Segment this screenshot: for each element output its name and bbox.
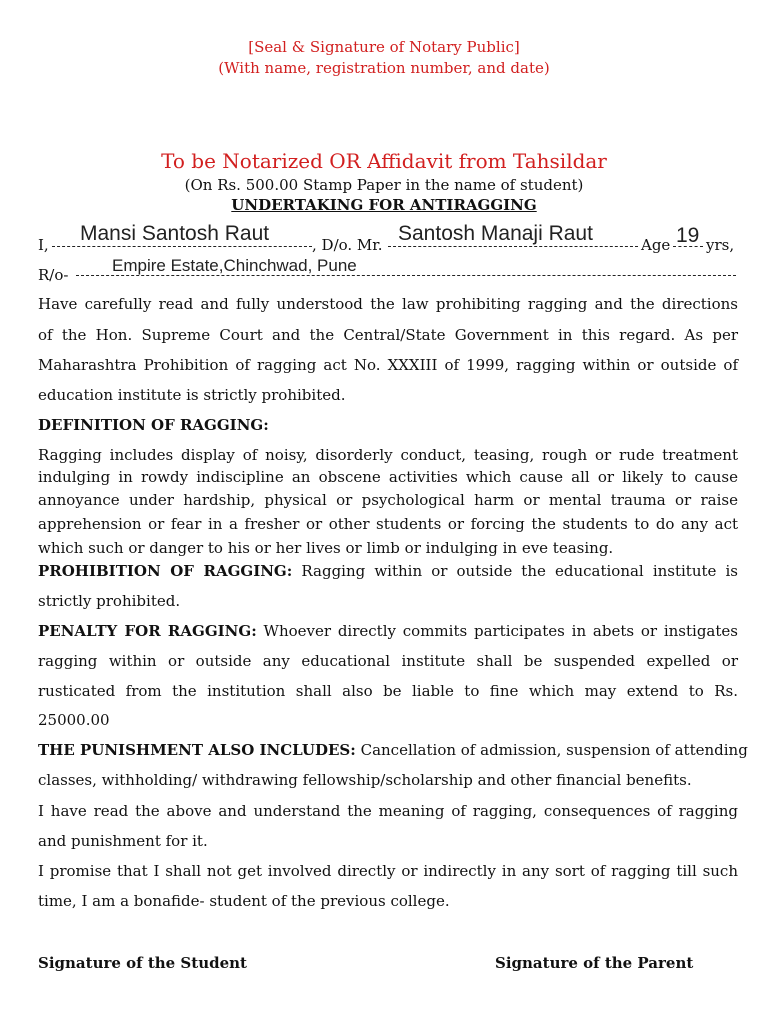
penalty-line: 25000.00 bbox=[38, 711, 110, 729]
understand-line: and punishment for it. bbox=[38, 832, 208, 850]
residence-line bbox=[76, 275, 736, 276]
penalty-line: ragging within or outside any educational institute shall be suspended expelled or bbox=[38, 652, 738, 670]
age-field[interactable]: 19 bbox=[676, 224, 700, 247]
document-subtitle: (On Rs. 500.00 Stamp Paper in the name of student) bbox=[184, 176, 584, 194]
document-title: To be Notarized OR Affidavit from Tahsildar bbox=[161, 149, 607, 173]
punishment-text: Cancellation of admission, suspension of attending bbox=[360, 741, 748, 759]
parent-name-line bbox=[388, 246, 638, 247]
penalty-text: Whoever directly commits participates in abets or instigates bbox=[263, 622, 738, 640]
ro-label: R/o- bbox=[38, 266, 69, 284]
parent-signature-label: Signature of the Parent bbox=[495, 954, 694, 972]
penalty-line: rusticated from the institution shall also be liable to fine which may extend to Rs. bbox=[38, 682, 738, 700]
prohibition-heading: PROHIBITION OF RAGGING: bbox=[38, 562, 293, 580]
prohibition-line bbox=[38, 564, 738, 579]
yrs-label: yrs, bbox=[706, 236, 735, 254]
para1-line: education institute is strictly prohibited. bbox=[38, 386, 346, 404]
definition-line: which such or danger to his or her lives or limb or indulging in eve teasing. bbox=[38, 539, 614, 557]
definition-line: annoyance under hardship, physical or psychological harm or mental trauma or raise bbox=[38, 491, 738, 509]
document-heading: UNDERTAKING FOR ANTIRAGGING bbox=[231, 196, 537, 214]
student-name-field[interactable]: Mansi Santosh Raut bbox=[80, 222, 270, 245]
parent-name-field[interactable]: Santosh Manaji Raut bbox=[398, 222, 593, 245]
penalty-heading: PENALTY FOR RAGGING: bbox=[38, 622, 257, 640]
age-label: Age bbox=[641, 236, 671, 254]
para1-line: Maharashtra Prohibition of ragging act No. XXXIII of 1999, ragging within or outside of bbox=[38, 356, 738, 374]
para1-line: Have carefully read and fully understood the law prohibiting ragging and the directions bbox=[38, 295, 738, 313]
do-label: , D/o. Mr. bbox=[312, 236, 383, 254]
definition-heading: DEFINITION OF RAGGING: bbox=[38, 416, 269, 434]
residence-field[interactable]: Empire Estate,Chinchwad, Pune bbox=[112, 256, 357, 275]
promise-line: I promise that I shall not get involved directly or indirectly in any sort of ragging till such bbox=[38, 862, 738, 880]
notary-seal-line2: (With name, registration number, and date) bbox=[218, 59, 550, 77]
prohibition-text: Ragging within or outside the educational institute is bbox=[301, 562, 738, 580]
understand-line: I have read the above and understand the meaning of ragging, consequences of ragging bbox=[38, 802, 738, 820]
prohibition-line: strictly prohibited. bbox=[38, 592, 181, 610]
punishment-heading: THE PUNISHMENT ALSO INCLUDES: bbox=[38, 741, 356, 759]
definition-line: apprehension or fear in a fresher or other students or forcing the students to do any act bbox=[38, 515, 738, 533]
definition-line: Ragging includes display of noisy, disorderly conduct, teasing, rough or rude treatment bbox=[38, 446, 738, 464]
definition-line: indulging in rowdy indiscipline an obscene activities which cause all or likely to cause bbox=[38, 468, 738, 486]
penalty-line bbox=[38, 624, 738, 639]
punishment-line: classes, withholding/ withdrawing fellowship/scholarship and other financial benefits. bbox=[38, 771, 692, 789]
student-signature-label: Signature of the Student bbox=[38, 954, 247, 972]
student-name-line bbox=[52, 246, 312, 247]
i-label: I, bbox=[38, 236, 49, 254]
para1-line: of the Hon. Supreme Court and the Central/State Government in this regard. As per bbox=[38, 326, 738, 344]
punishment-line bbox=[38, 741, 748, 759]
promise-line: time, I am a bonafide- student of the previous college. bbox=[38, 892, 450, 910]
notary-seal-line1: [Seal & Signature of Notary Public] bbox=[248, 38, 520, 56]
